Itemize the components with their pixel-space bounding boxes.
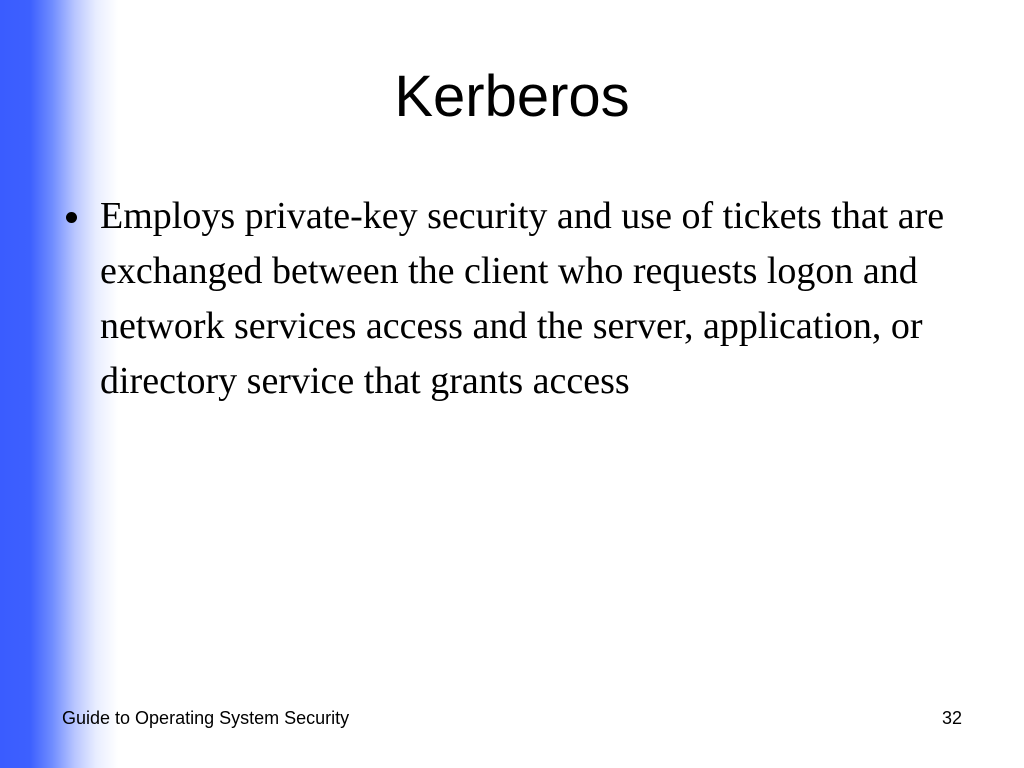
footer-course-title: Guide to Operating System Security [62, 708, 350, 728]
bullet-item [62, 189, 962, 409]
bullet-list [62, 189, 962, 409]
bullet-text: Employs private-key security and use of tickets that are exchanged between the client who requests logon and network services access and the server, application, or directory service that grants access [100, 195, 945, 402]
footer-page-number: 32 [941, 708, 962, 728]
bullet-dot-icon [66, 212, 77, 223]
slide-title: Kerberos [394, 64, 630, 129]
